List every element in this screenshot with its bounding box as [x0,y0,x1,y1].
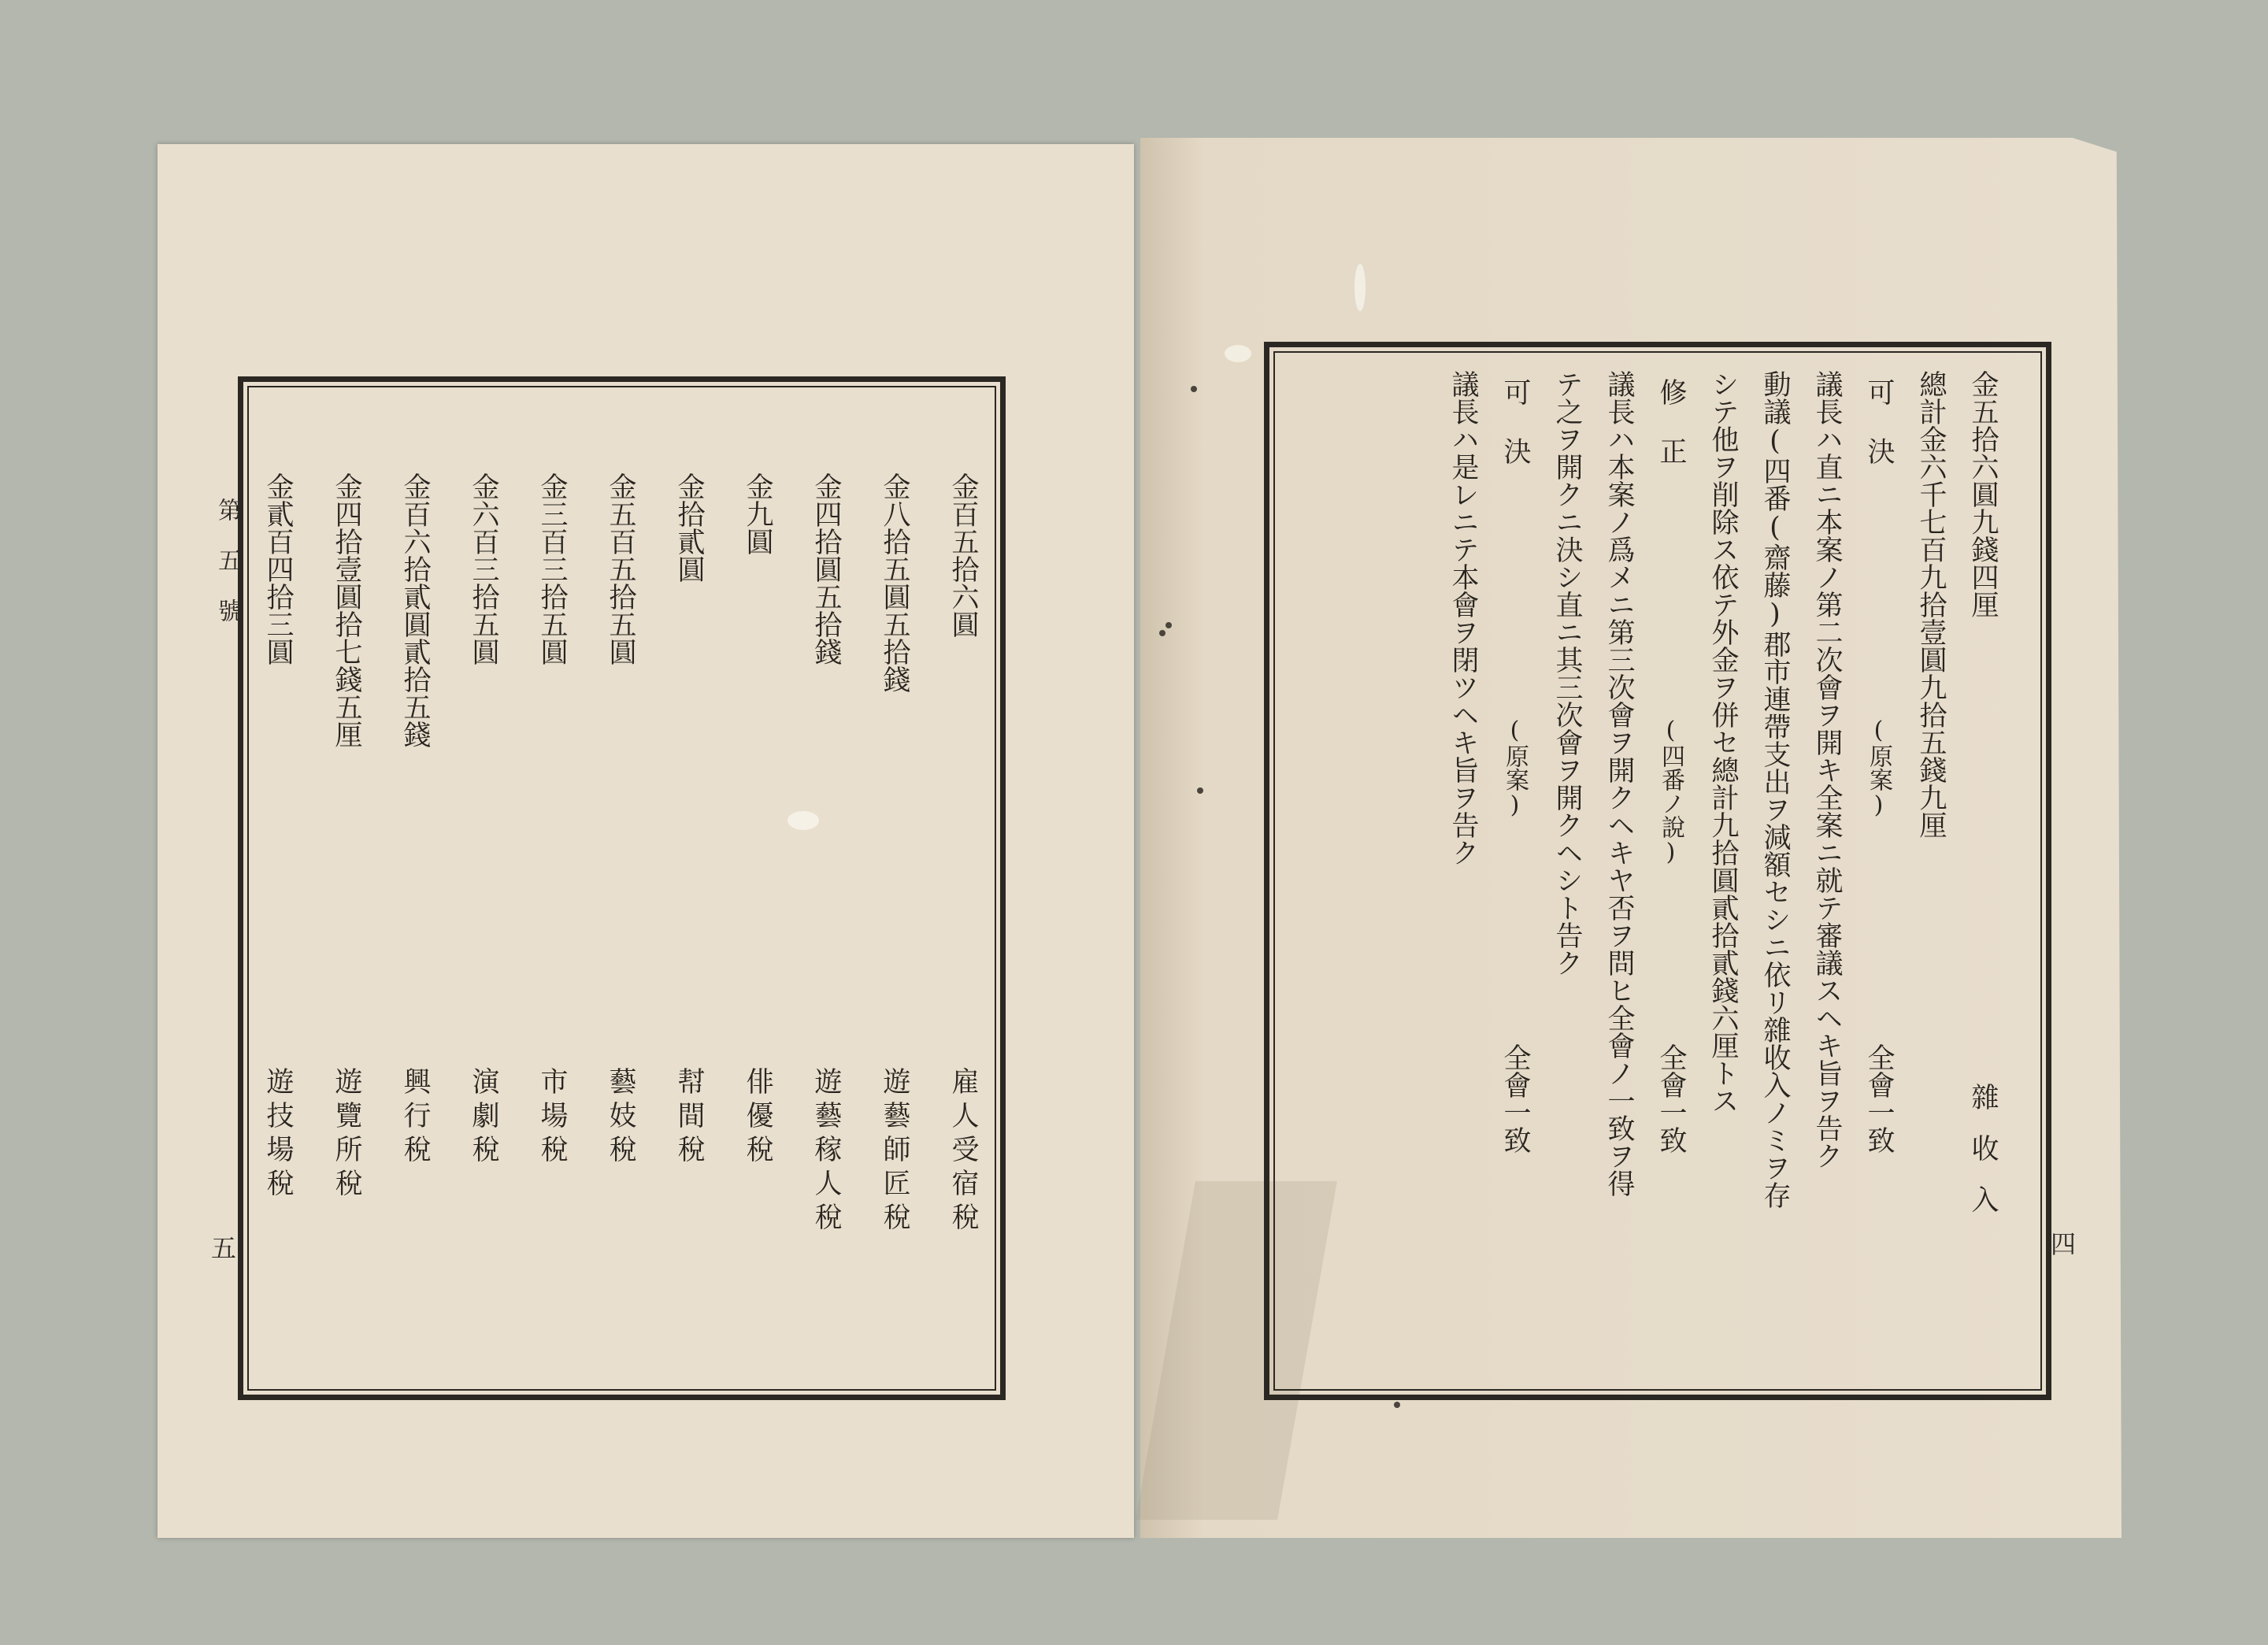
amount-entry: 金五百五拾五圓 [605,472,636,665]
paper-stain [1354,264,1366,311]
amount-entry: 金四拾壹圓拾七錢五厘 [331,472,362,748]
text-line: 可決 [1863,378,1895,496]
paper-speck [1166,622,1172,628]
tax-category-label: 俳優稅 [742,1067,773,1169]
amount-entry: 金九圓 [742,472,773,555]
tax-category-label: 遊覽所稅 [331,1067,362,1202]
text-line: 修正 [1655,378,1687,496]
note-label: (原案) [1865,717,1892,819]
text-line: 可決 [1499,378,1531,496]
text-line: テ之ヲ開クニ決シ直ニ其三次會ヲ開クヘシト告ク [1551,370,1583,976]
tax-category-label: 市場稅 [536,1067,568,1169]
vote-result: 全會一致 [1499,1043,1531,1154]
amount-entry: 金四拾圓五拾錢 [810,472,842,665]
amount-entry: 金貳百四拾三圓 [262,472,294,665]
tax-category-label: 幇間稅 [673,1067,705,1169]
amount-entry: 金百六拾貳圓貳拾五錢 [399,472,431,748]
tax-category-label: 遊藝稼人稅 [810,1067,842,1236]
amount-entry: 金八拾五圓五拾錢 [879,472,910,693]
text-line: シテ他ヲ削除ス依テ外金ヲ併セ總計九拾圓貳拾貳錢六厘トス [1707,370,1739,1114]
tax-category-label: 興行稅 [399,1067,431,1169]
text-line: 議長ハ直ニ本案ノ第二次會ヲ開キ全案ニ就テ審議スヘキ旨ヲ告ク [1811,370,1843,1169]
text-line: 金五拾六圓九錢四厘 [1967,370,1999,618]
amount-entry: 金三百三拾五圓 [536,472,568,665]
right-page-number: 四 [2051,1229,2077,1259]
left-page-number: 五 [211,1233,237,1263]
paper-speck [1191,386,1197,392]
issue-number: 第五號 [213,498,241,649]
paper-speck [1197,787,1203,794]
tax-category-label: 遊技場稅 [262,1067,294,1202]
vote-result: 全會一致 [1655,1043,1687,1154]
tax-category-label: 藝妓稅 [605,1067,636,1169]
amount-entry: 金六百三拾五圓 [468,472,499,665]
text-line: 議長ハ是レニテ本會ヲ閉ツヘキ旨ヲ告ク [1447,370,1479,866]
tax-category-label: 雇人受宿稅 [947,1067,979,1236]
tax-category-label: 遊藝師匠稅 [879,1067,910,1236]
tax-category-label: 演劇稅 [468,1067,499,1169]
paper-stain [1225,345,1251,362]
text-line: 議長ハ本案ノ爲メニ第三次會ヲ開クヘキヤ否ヲ問ヒ全會ノ一致ヲ得 [1603,370,1635,1197]
text-line: 動議(四番(齋藤)郡市連帶支出ヲ減額セシニ依リ雜收入ノミヲ存 [1759,370,1791,1209]
paper-speck [1159,630,1166,636]
note-label: (四番ノ說) [1657,717,1684,866]
text-line: 總計金六千七百九拾壹圓九拾五錢九厘 [1915,370,1947,839]
amount-entry: 金百五拾六圓 [947,472,979,638]
note-label: (原案) [1501,717,1529,819]
vote-result: 全會一致 [1863,1043,1895,1154]
amount-entry: 金拾貳圓 [673,472,705,583]
paper-speck [1394,1402,1400,1408]
section-title: 雜收入 [1967,1083,1999,1236]
